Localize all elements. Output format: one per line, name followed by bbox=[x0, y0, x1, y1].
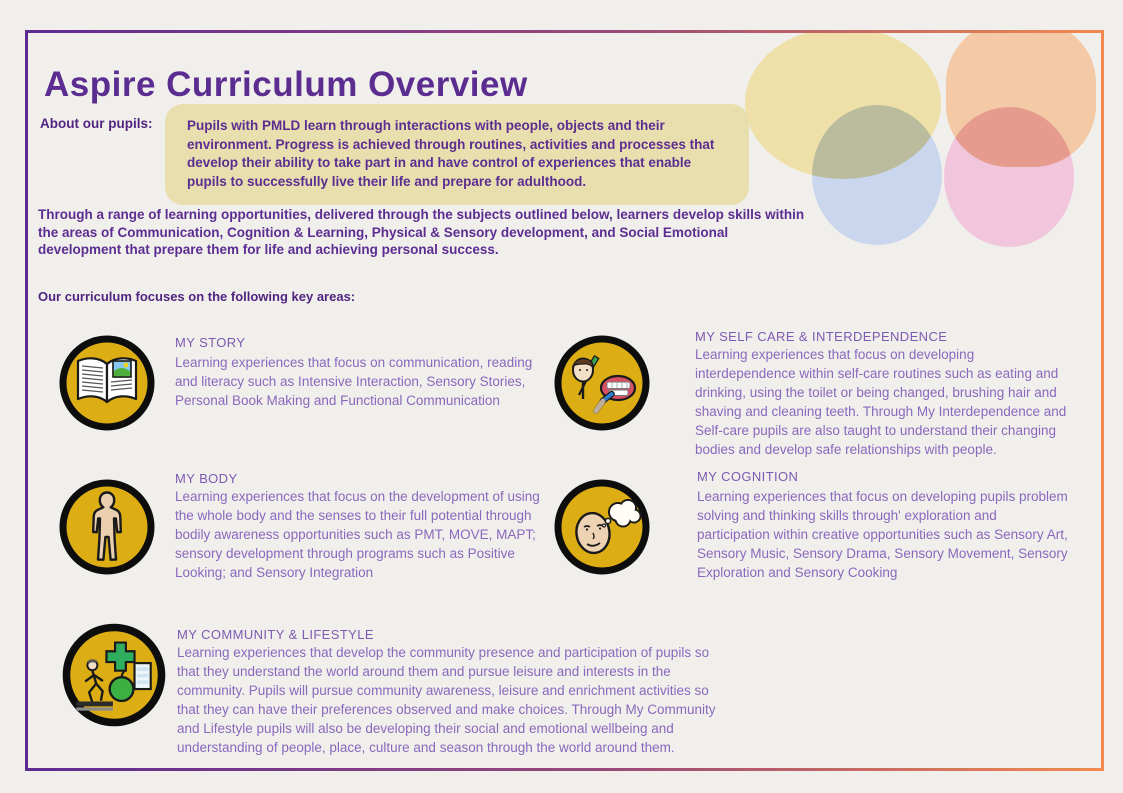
intro-paragraph: Through a range of learning opportunities, delivered through the subjects outlined below, learners develop skills within the areas of Communication, Cognition & Learning, Physical & Sensory development, and Social Emotional development that prepare them for life and achieving personal success. bbox=[38, 207, 805, 257]
key-area-description: Learning experiences that focus on developing interdependence within self-care routines such as eating and drinking, using the toilet or being changed, brushing hair and shaving and cleaning teeth. Through My Interdependence and Self-care pupils are also taught to understand their changing bodies and develop safe relationships with people. bbox=[695, 347, 1067, 457]
key-area-description: Learning experiences that focus on the development of using the whole body and the senses to their full potential through bodily awareness opportunities such as PMT, MOVE, MAPT; sensory development through programs such as Positive Looking; and Sensory Integration bbox=[175, 489, 540, 580]
about-pupils-label: About our pupils: bbox=[40, 116, 153, 131]
thinking-face-icon bbox=[552, 477, 652, 577]
grooming-and-toothbrushing-icon bbox=[552, 333, 652, 433]
key-area-my-community bbox=[177, 627, 722, 757]
key-area-description: Learning experiences that focus on developing pupils problem solving and thinking skills through' exploration and participation within creative opportunities such as Sensory Art, Sensory Music, Sensory Drama, Sensory Movement, Sensory Exploration and Sensory Cooking bbox=[697, 489, 1068, 580]
key-area-title: MY STORY bbox=[175, 335, 246, 350]
focus-areas-heading: Our curriculum focuses on the following key areas: bbox=[38, 289, 356, 304]
decorative-blob-blue bbox=[812, 105, 942, 245]
page-title: Aspire Curriculum Overview bbox=[44, 65, 528, 105]
key-area-description: Learning experiences that develop the community presence and participation of pupils so that they understand the world around them and pursue leisure and interests in the community. Pupils will pursue community awareness, leisure and enrichment activities so that they can have their preferences observed and make choices. Through My Community and Lifestyle pupils will also be developing their social and emotional wellbeing and understanding of people, place, culture and season through the world around them. bbox=[177, 645, 716, 755]
open-book-icon bbox=[57, 333, 157, 433]
human-body-icon bbox=[57, 477, 157, 577]
key-area-my-body bbox=[175, 471, 557, 582]
key-area-title: MY COMMUNITY & LIFESTYLE bbox=[177, 627, 374, 642]
decorative-blob-pink bbox=[944, 107, 1074, 247]
about-pupils-box: Pupils with PMLD learn through interactions with people, objects and their environment. Progress is achieved through routines, activities and processes that develop their ability to take part in and have control of experiences that enable pupils to successfully live their life and prepare for adulthood. bbox=[165, 104, 749, 205]
key-area-description: Learning experiences that focus on communication, reading and literacy such as Intensive Interaction, Sensory Stories, Personal Book Making and Functional Communication bbox=[175, 355, 533, 408]
key-area-my-self-care bbox=[695, 329, 1073, 459]
key-area-title: MY SELF CARE & INTERDEPENDENCE bbox=[695, 329, 948, 344]
key-area-title: MY COGNITION bbox=[697, 469, 799, 484]
healthy-lifestyle-icon bbox=[60, 621, 168, 729]
key-area-my-story bbox=[175, 335, 553, 410]
key-area-my-cognition bbox=[697, 469, 1069, 582]
key-area-title: MY BODY bbox=[175, 471, 238, 486]
